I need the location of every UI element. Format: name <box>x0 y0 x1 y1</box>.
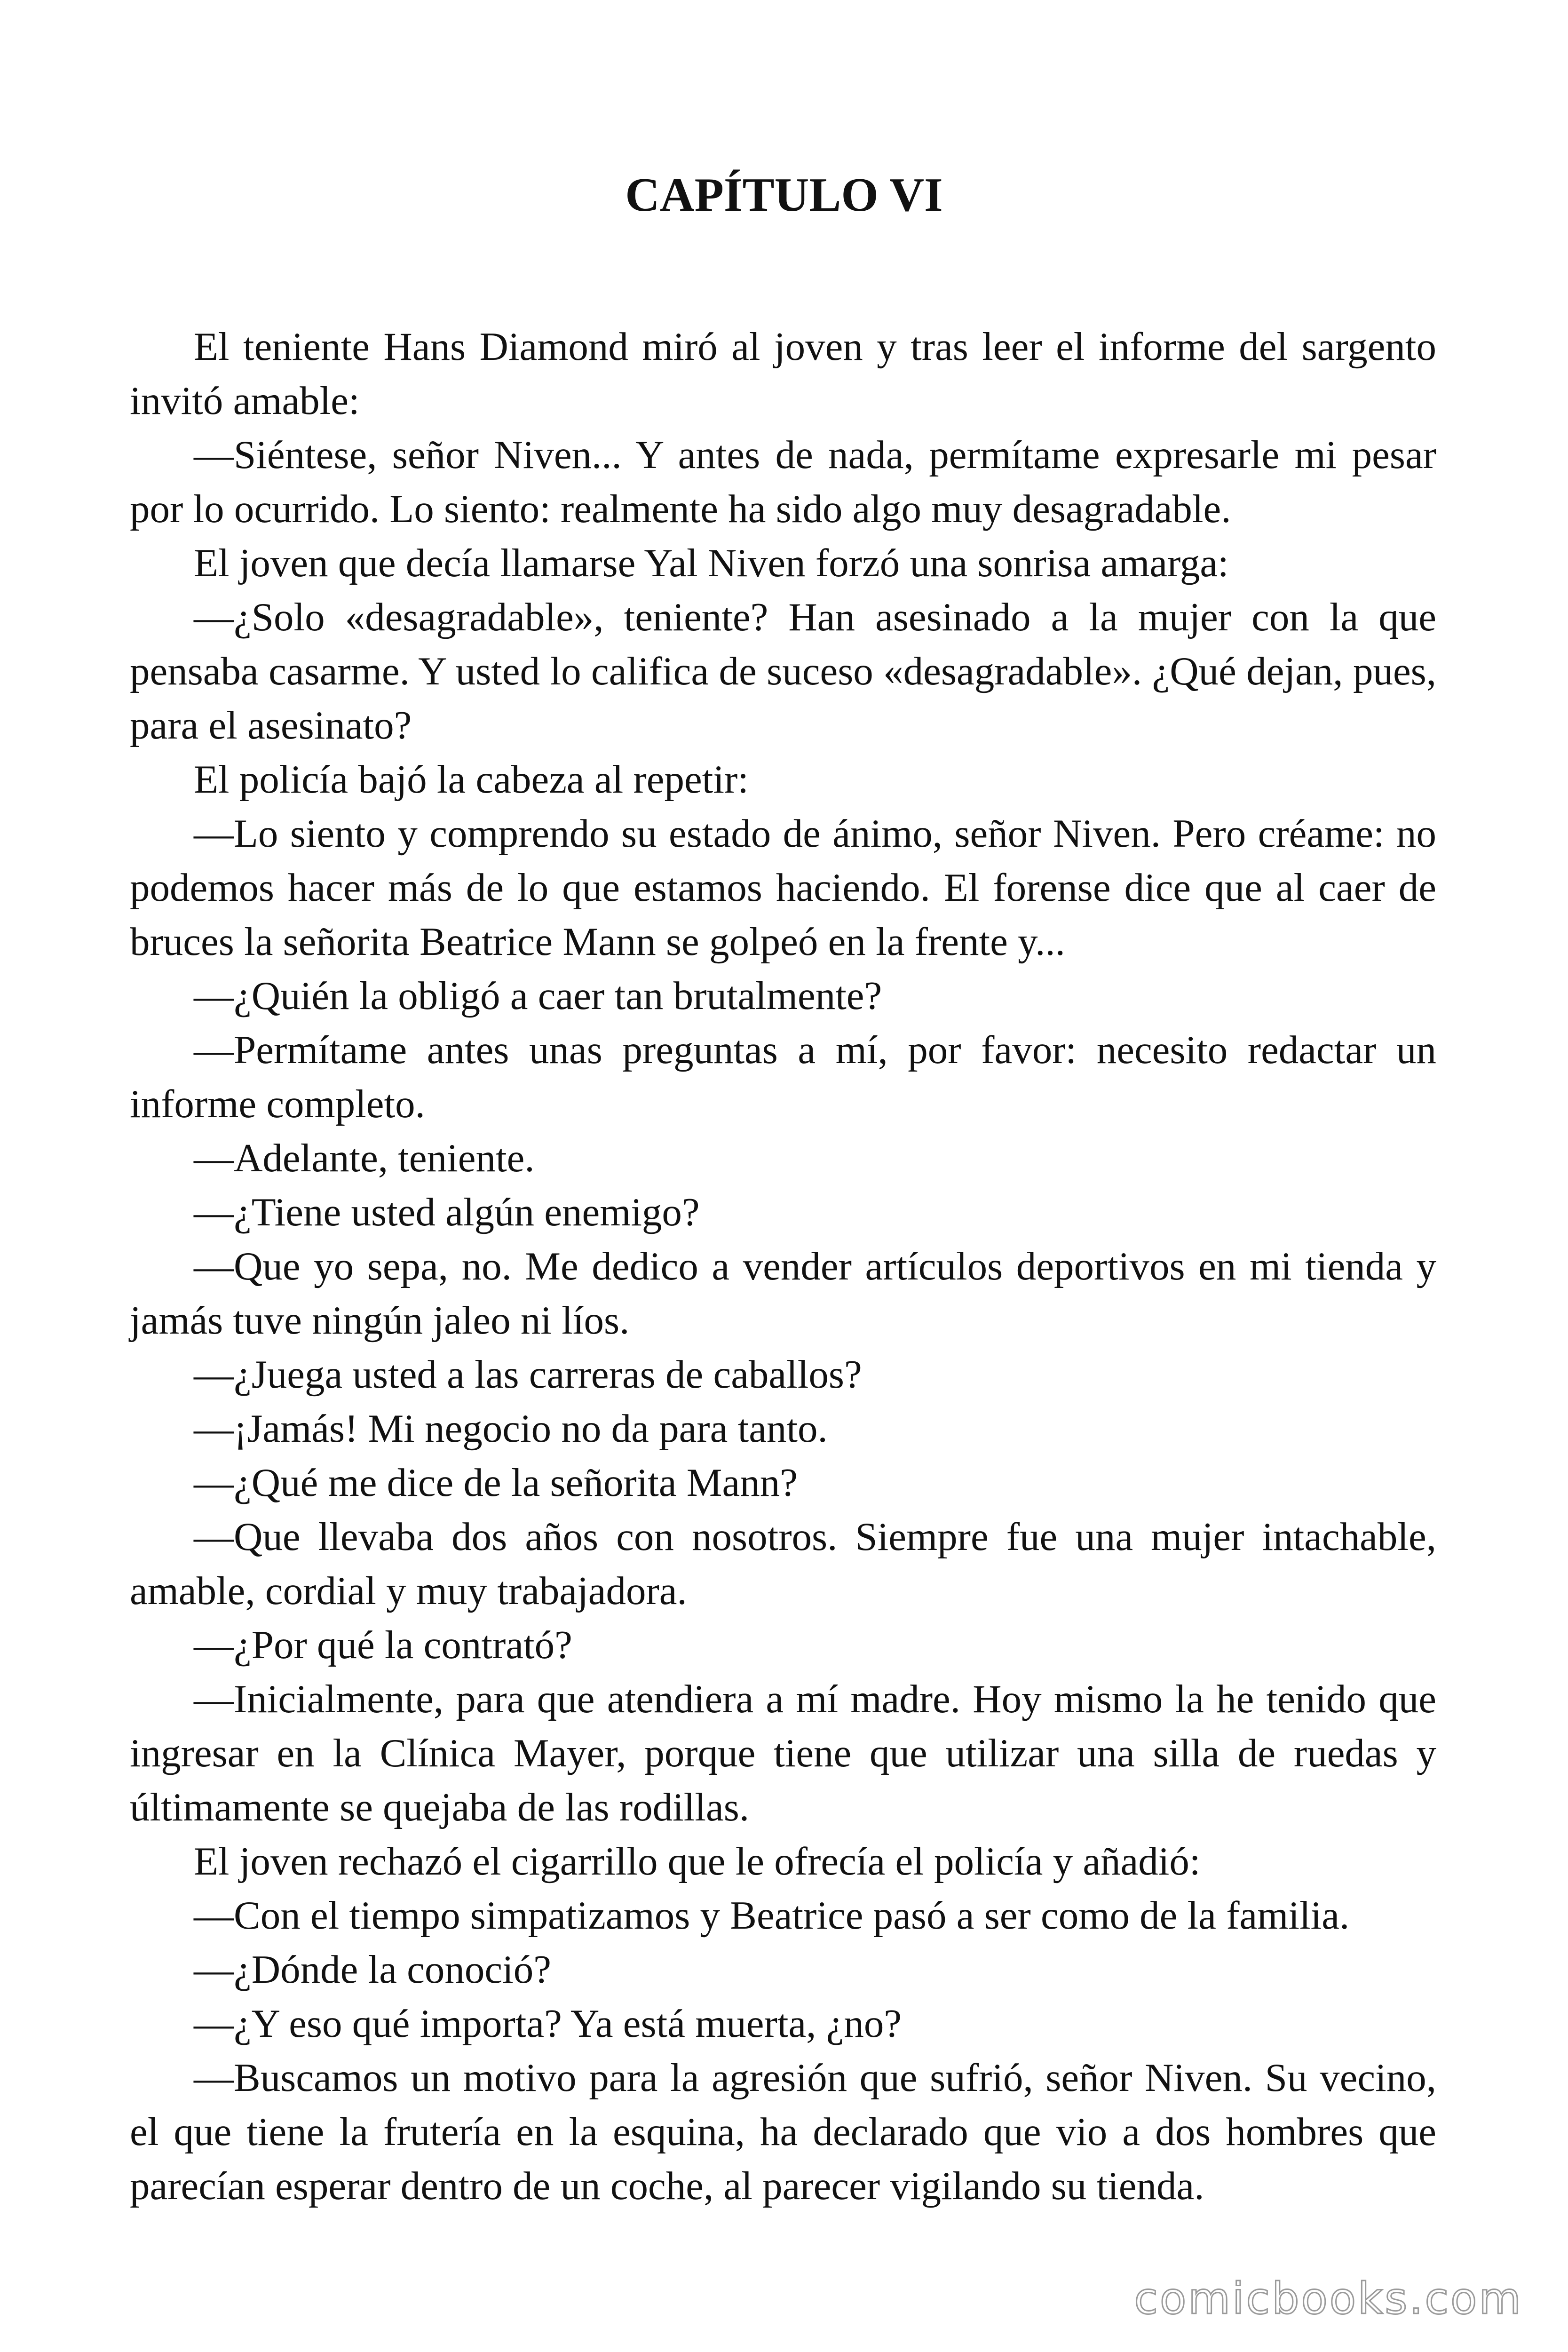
paragraph: —Inicialmente, para que atendiera a mí madre. Hoy mismo la he tenido que ingresar en la Clínica Mayer, porque tiene que utilizar una silla de ruedas y últimamente se quejaba de las rodillas. <box>130 1677 1436 1829</box>
paragraph: —Que llevaba dos años con nosotros. Siempre fue una mujer intachable, amable, cordial y muy trabajadora. <box>130 1515 1436 1613</box>
paragraph: —¿Quién la obligó a caer tan brutalmente? <box>194 974 882 1018</box>
paragraph: El teniente Hans Diamond miró al joven y tras leer el informe del sargento invitó amable: <box>130 325 1436 423</box>
paragraph: —¿Dónde la conoció? <box>194 1947 551 1992</box>
paragraph: —¿Qué me dice de la señorita Mann? <box>194 1461 798 1505</box>
paragraph: —Buscamos un motivo para la agresión que sufrió, señor Niven. Su vecino, el que tiene la frutería en la esquina, ha declarado que vio a dos hombres que parecían esperar dentro de un coche, al parecer vigilando su tienda. <box>130 2056 1436 2208</box>
paragraph: —Lo siento y comprendo su estado de ánimo, señor Niven. Pero créame: no podemos hacer más de lo que estamos haciendo. El forense dice que al caer de bruces la señorita Beatrice Mann se golpeó en la frente y... <box>130 811 1436 964</box>
paragraph: El joven que decía llamarse Yal Niven forzó una sonrisa amarga: <box>194 541 1229 585</box>
paragraph: El policía bajó la cabeza al repetir: <box>194 757 749 802</box>
paragraph: —¿Por qué la contrató? <box>194 1623 572 1667</box>
paragraph: —Permítame antes unas preguntas a mí, por favor: necesito redactar un informe completo. <box>130 1028 1436 1126</box>
paragraph: —¿Tiene usted algún enemigo? <box>194 1190 700 1234</box>
paragraph: —Con el tiempo simpatizamos y Beatrice pasó a ser como de la familia. <box>194 1893 1350 1938</box>
paragraph: El joven rechazó el cigarrillo que le ofrecía el policía y añadió: <box>194 1839 1201 1883</box>
chapter-title: CAPÍTULO VI <box>625 168 943 222</box>
paragraph: —¿Juega usted a las carreras de caballos? <box>194 1352 862 1397</box>
chapter-body <box>130 320 1436 2213</box>
paragraph: —Siéntese, señor Niven... Y antes de nada, permítame expresarle mi pesar por lo ocurrido. Lo siento: realmente ha sido algo muy desagradable. <box>130 433 1436 531</box>
watermark: comicbooks.com <box>1134 2273 1523 2324</box>
paragraph: —¿Y eso qué importa? Ya está muerta, ¿no? <box>194 2002 902 2046</box>
paragraph: —Que yo sepa, no. Me dedico a vender artículos deportivos en mi tienda y jamás tuve ningún jaleo ni líos. <box>130 1244 1436 1343</box>
paragraph: —Adelante, teniente. <box>194 1136 535 1180</box>
paragraph: —¿Solo «desagradable», teniente? Han asesinado a la mujer con la que pensaba casarme. Y usted lo califica de suceso «desagradable». ¿Qué dejan, pues, para el asesinato? <box>130 595 1436 747</box>
paragraph: —¡Jamás! Mi negocio no da para tanto. <box>194 1406 828 1451</box>
